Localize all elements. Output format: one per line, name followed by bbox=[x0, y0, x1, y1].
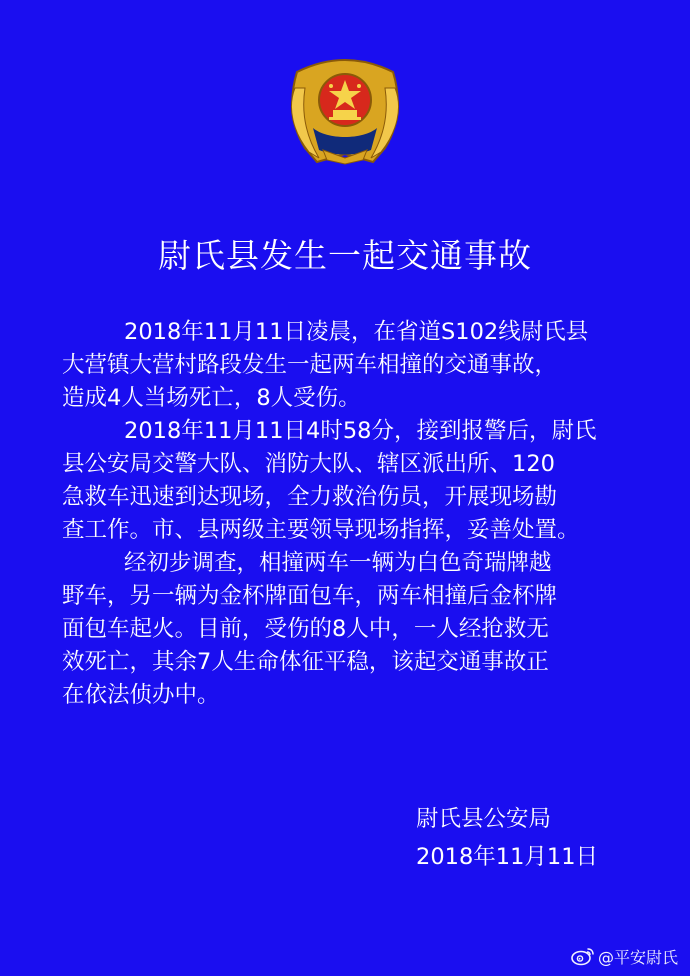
weibo-watermark bbox=[571, 944, 678, 968]
signature-org: 尉氏县公安局 bbox=[416, 806, 552, 832]
watermark-text: @平安尉氏 bbox=[597, 947, 678, 967]
text-line: 造成4人当场死亡，8人受伤。 bbox=[62, 385, 361, 411]
text-line: 查工作。市、县两级主要领导现场指挥，妥善处置。 bbox=[62, 517, 580, 543]
police-emblem-icon bbox=[283, 58, 407, 166]
text-line: 2018年11月11日4时58分，接到报警后，尉氏 bbox=[124, 418, 597, 444]
text-line: 大营镇大营村路段发生一起两车相撞的交通事故， bbox=[62, 352, 558, 378]
page-title: 尉氏县发生一起交通事故 bbox=[158, 236, 532, 275]
announcement-body bbox=[62, 316, 634, 712]
paragraph bbox=[62, 415, 634, 547]
text-line: 在依法侦办中。 bbox=[62, 682, 220, 708]
weibo-icon bbox=[571, 946, 595, 966]
text-line: 面包车起火。目前，受伤的8人中，一人经抢救无 bbox=[62, 616, 549, 642]
text-line: 经初步调查，相撞两车一辆为白色奇瑞牌越 bbox=[124, 550, 552, 576]
text-line: 效死亡，其余7人生命体征平稳，该起交通事故正 bbox=[62, 649, 549, 675]
signature-block bbox=[416, 800, 598, 876]
signature-date: 2018年11月11日 bbox=[416, 844, 599, 870]
paragraph bbox=[62, 547, 634, 712]
text-line: 野车，另一辆为金杯牌面包车，两车相撞后金杯牌 bbox=[62, 583, 558, 609]
text-line: 急救车迅速到达现场，全力救治伤员，开展现场勘 bbox=[62, 484, 558, 510]
paragraph bbox=[62, 316, 634, 415]
text-line: 2018年11月11日凌晨，在省道S102线尉氏县 bbox=[124, 319, 589, 345]
text-line: 县公安局交警大队、消防大队、辖区派出所、120 bbox=[62, 451, 555, 477]
